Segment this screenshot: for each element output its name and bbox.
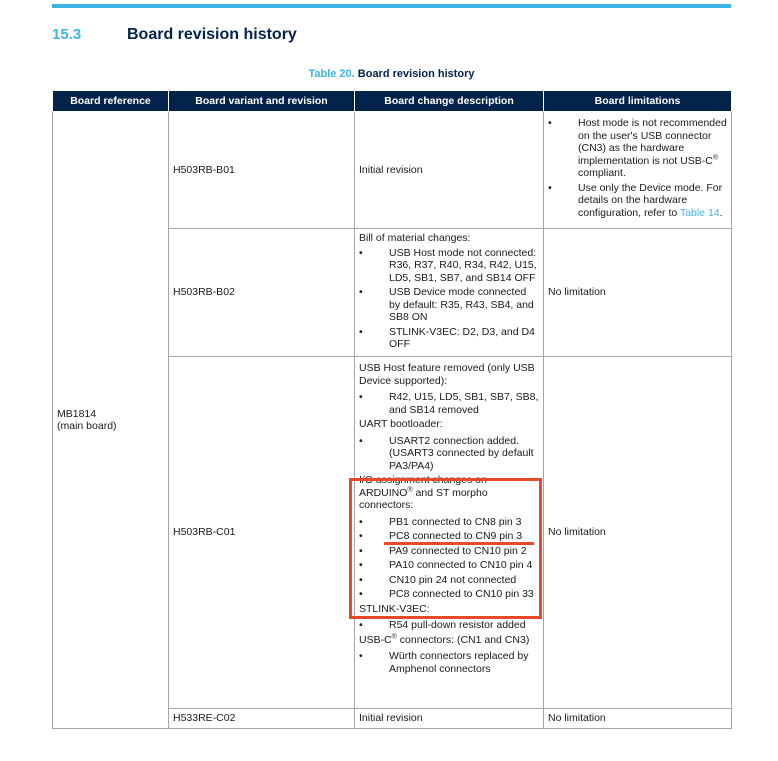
variant-cell: H503RB-C01 <box>169 357 355 709</box>
limitation-item: • Use only the Device mode. For details on the hardware configuration, refer to Table 14. <box>548 182 727 220</box>
description-cell: Initial revision <box>355 709 544 729</box>
limitations-cell <box>544 112 732 229</box>
header-board-reference: Board reference <box>53 91 169 112</box>
table-caption <box>52 68 731 80</box>
revision-table <box>52 90 732 729</box>
header-board-variant: Board variant and revision <box>169 91 355 112</box>
description-cell <box>355 229 544 357</box>
limitations-cell: No limitation <box>544 709 732 729</box>
list-item: • PB1 connected to CN8 pin 3 <box>359 516 539 529</box>
caption-label: Table 20. <box>308 68 355 80</box>
list-item: • USART2 connection added. (USART3 connected by default PA3/PA4) <box>359 435 539 473</box>
board-reference-cell <box>53 112 169 729</box>
limitations-cell: No limitation <box>544 229 732 357</box>
limitations-cell: No limitation <box>544 357 732 709</box>
list-item: • STLINK-V3EC: D2, D3, and D4 OFF <box>359 326 539 351</box>
description-intro: Bill of material changes: <box>359 232 471 244</box>
board-reference-note: (main board) <box>57 420 117 432</box>
list-item: • PA10 connected to CN10 pin 4 <box>359 559 539 572</box>
variant-cell: H503RB-B02 <box>169 229 355 357</box>
stlink-intro: STLINK-V3EC: <box>359 602 430 615</box>
board-reference: MB1814 <box>57 407 97 420</box>
list-item: • USB Device mode connected by default: R35, R43, SB4, and SB8 ON <box>359 286 539 324</box>
list-item: • USB Host mode not connected: R36, R37, R40, R34, R42, U15, LD5, SB1, SB7, and SB14 OFF <box>359 247 539 285</box>
list-item: • PC8 connected to CN10 pin 33 <box>359 588 539 601</box>
uart-intro: UART bootloader: <box>359 418 443 430</box>
usb-host-intro: USB Host feature removed (only USB Device supported): <box>359 362 535 387</box>
list-item: • PC8 connected to CN9 pin 3 <box>359 530 539 543</box>
limitation-item: • Host mode is not recommended on the user's USB connector (CN3) as the hardware implementation is not USB-C® compliant. <box>548 117 727 180</box>
table-row <box>53 112 732 229</box>
section-title: Board revision history <box>127 26 297 43</box>
list-item: • R54 pull-down resistor added <box>359 619 539 632</box>
io-intro: I/O assignment changes on ARDUINO® and ST morpho connectors: <box>359 474 488 511</box>
header-change-description: Board change description <box>355 91 544 112</box>
description-cell: Initial revision <box>355 112 544 229</box>
top-rule <box>52 4 731 8</box>
header-limitations: Board limitations <box>544 91 732 112</box>
list-item: • Würth connectors replaced by Amphenol connectors <box>359 650 539 675</box>
list-item: • R42, U15, LD5, SB1, SB7, SB8, and SB14 removed <box>359 391 539 416</box>
table-header-row <box>53 91 732 112</box>
variant-cell: H533RE-C02 <box>169 709 355 729</box>
usbc-intro: USB-C® connectors: (CN1 and CN3) <box>359 633 530 646</box>
description-cell <box>355 357 544 709</box>
table-14-link[interactable]: Table 14 <box>679 206 720 219</box>
section-number: 15.3 <box>52 26 82 43</box>
list-item: • PA9 connected to CN10 pin 2 <box>359 545 539 558</box>
caption-title: Board revision history <box>357 68 475 80</box>
variant-cell: H503RB-B01 <box>169 112 355 229</box>
list-item: • CN10 pin 24 not connected <box>359 574 539 587</box>
